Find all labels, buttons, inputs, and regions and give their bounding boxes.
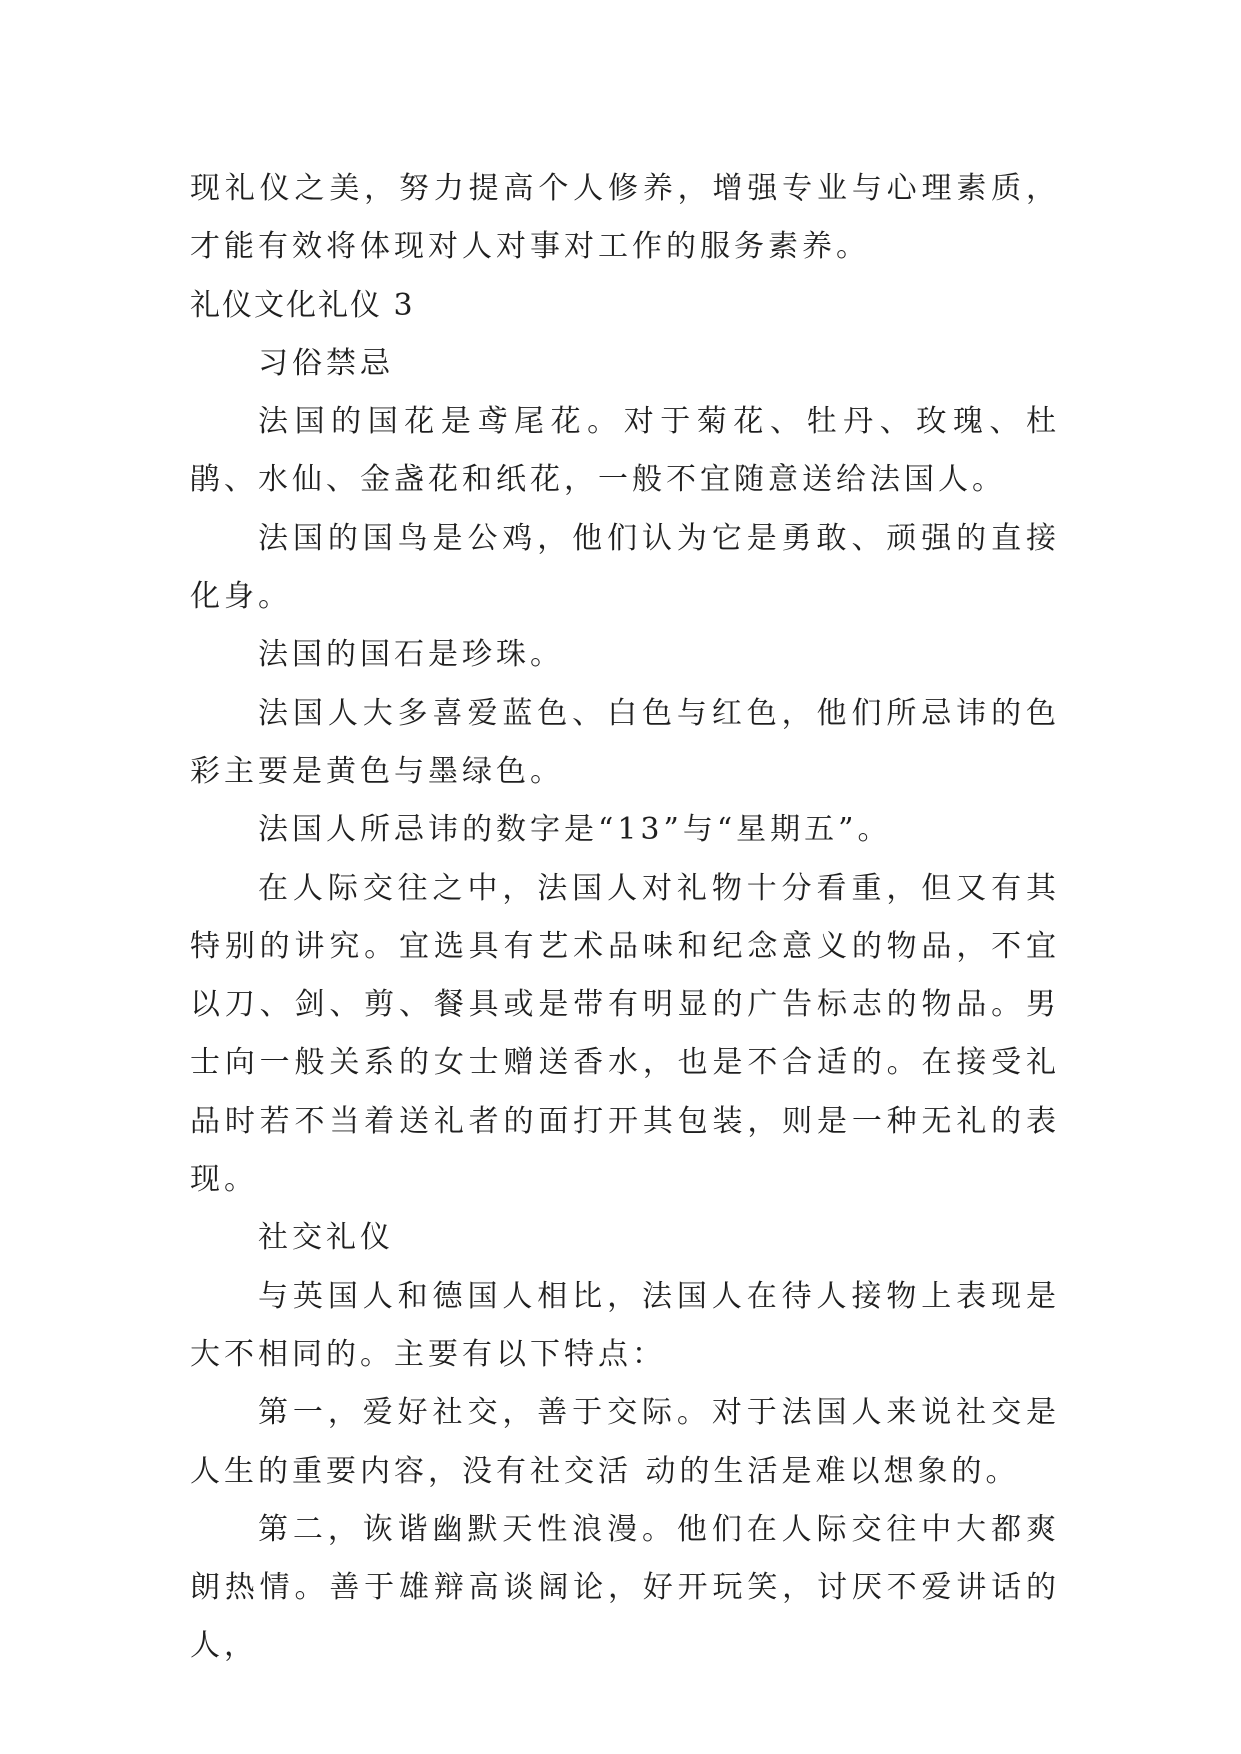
paragraph-national-flower: 法国的国花是鸢尾花。对于菊花、牡丹、玫瑰、杜鹃、水仙、金盏花和纸花，一般不宜随意送给法国人。 [190,404,1060,498]
document-body [190,160,1060,1676]
paragraph-national-stone: 法国的国石是珍珠。 [258,637,564,673]
paragraph-colors: 法国人大多喜爱蓝色、白色与红色，他们所忌讳的色彩主要是黄色与墨绿色。 [190,695,1060,789]
paragraph-comparison: 与英国人和德国人相比，法国人在待人接物上表现是大不相同的。主要有以下特点： [190,1278,1060,1372]
continued-paragraph: 现礼仪之美，努力提高个人修养，增强专业与心理素质，才能有效将体现对人对事对工作的服务素养。 [190,171,1060,265]
paragraph-taboo-numbers: 法国人所忌讳的数字是“13”与“星期五”。 [258,812,892,848]
section-heading: 礼仪文化礼仪 3 [190,287,415,323]
paragraph-gifts: 在人际交往之中，法国人对礼物十分看重，但又有其特别的讲究。宜选具有艺术品味和纪念意义的物品，不宜以刀、剑、剪、餐具或是带有明显的广告标志的物品。男士向一般关系的女士赠送香水，也是不合适的。在接受礼品时若不当着送礼者的面打开其包装，则是一种无礼的表现。 [190,870,1060,1198]
paragraph-national-bird: 法国的国鸟是公鸡，他们认为它是勇敢、顽强的直接化身。 [190,520,1060,615]
paragraph-point-one: 第一，爱好社交，善于交际。对于法国人来说社交是人生的重要内容，没有社交活 动的生活是难以想象的。 [190,1395,1060,1489]
subheading-customs-taboos: 习俗禁忌 [258,345,394,381]
subheading-social-etiquette: 社交礼仪 [258,1220,394,1256]
paragraph-point-two: 第二，诙谐幽默天性浪漫。他们在人际交往中大都爽朗热情。善于雄辩高谈阔论，好开玩笑，讨厌不爱讲话的人， [190,1511,1060,1664]
